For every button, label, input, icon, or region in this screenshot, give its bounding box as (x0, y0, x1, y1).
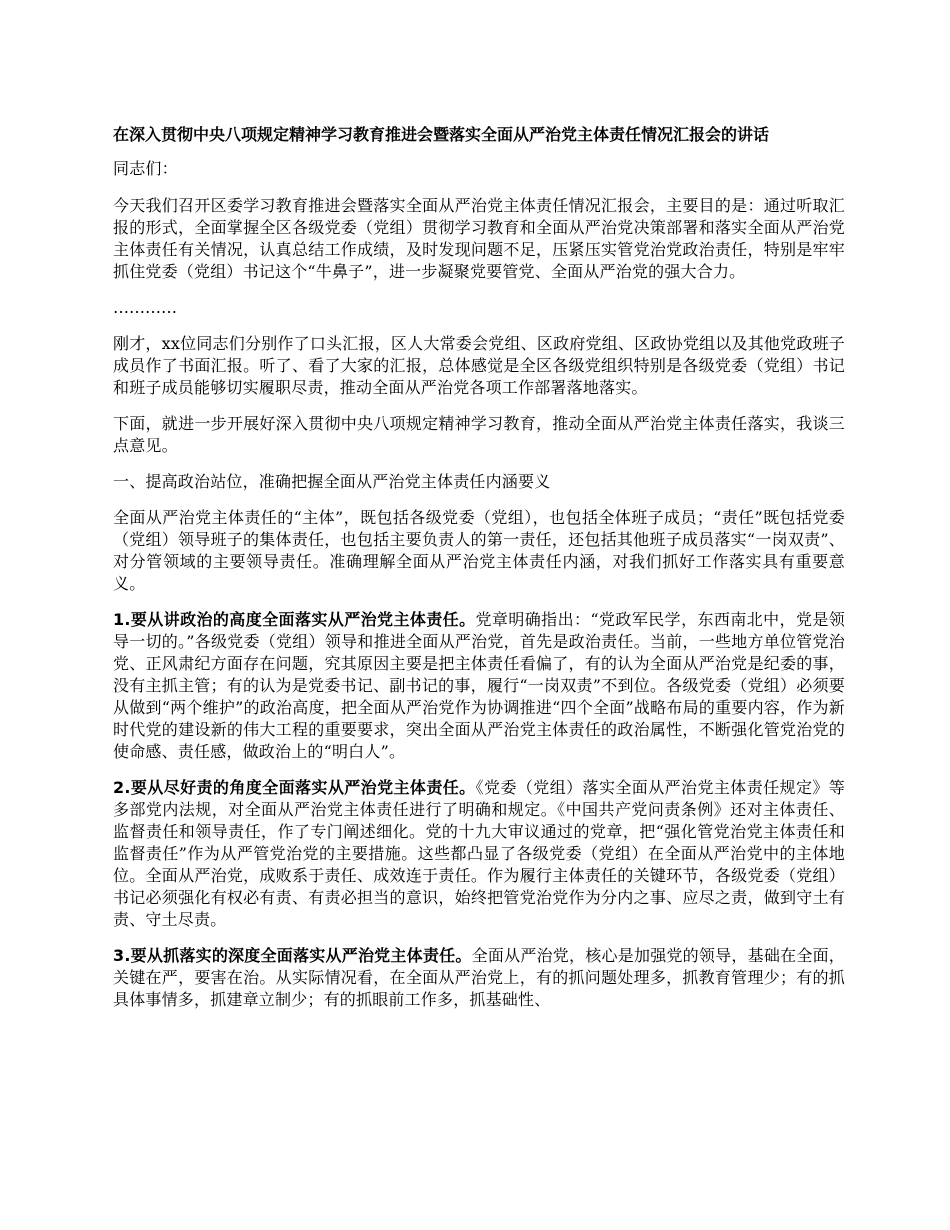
point-lead-1: 1.要从讲政治的高度全面落实从严治党主体责任。 (113, 610, 476, 629)
point-body-3: 全面从严治党，核心是加强党的领导，基础在全面，关键在严，要害在治。从实际情况看，在全面从严治党上，有的抓问题处理多，抓教育管理少；有的抓具体事情多，抓建章立制少；有的抓眼前工作多，抓基础性、 (113, 946, 845, 1009)
point-body-1: 党章明确指出：“党政军民学，东西南北中，党是领导一切的。”各级党委（党组）领导和推进全面从严治党，首先是政治责任。当前，一些地方单位管党治党、正风肃纪方面存在问题，究其原因主要是把主体责任看偏了，有的认为全面从严治党是纪委的事，没有主抓主管；有的认为是党委书记、副书记的事，履行“一岗双责”不到位。各级党委（党组）必须要从做到“两个维护”的政治高度，把全面从严治党作为协调推进“四个全面”战略布局的重要内容，作为新时代党的建设新的伟大工程的重要要求，突出全面从严治党主体责任的政治属性，不断强化管党治党的使命感、责任感，做政治上的“明白人”。 (113, 610, 845, 761)
point-lead-3: 3.要从抓落实的深度全面落实从严治党主体责任。 (113, 946, 472, 965)
point-paragraph-2 (113, 777, 845, 931)
paragraph-intro: 今天我们召开区委学习教育推进会暨落实全面从严治党主体责任情况汇报会，主要目的是：通过听取汇报的形式，全面掌握全区各级党委（党组）贯彻学习教育和全面从严治党决策部署和落实全面从严治党主体责任有关情况，认真总结工作成绩，及时发现问题不足，压紧压实管党治党政治责任，特别是牢牢抓住党委（党组）书记这个“牛鼻子”，进一步凝聚党要管党、全面从严治党的强大合力。 (113, 196, 845, 281)
point-paragraph-3 (113, 945, 845, 1011)
paragraph-transition: 下面，就进一步开展好深入贯彻中央八项规定精神学习教育，推动全面从严治党主体责任落实，我谈三点意见。 (113, 414, 845, 455)
salutation: 同志们： (113, 159, 178, 178)
section-heading: 一、提高政治站位，准确把握全面从严治党主体责任内涵要义 (113, 472, 551, 491)
point-body-2: 《党委（党组）落实全面从严治党主体责任规定》等多部党内法规，对全面从严治党主体责任进行了明确和规定。《中国共产党问责条例》还对主体责任、监督责任和领导责任，作了专门阐述细化。党的十九大审议通过的党章，把“强化管党治党主体责任和监督责任”作为从严管党治党的主要措施。这些都凸显了各级党委（党组）在全面从严治党中的主体地位。全面从严治党，成败系于责任、成效连于责任。作为履行主体责任的关键环节，各级党委（党组）书记必须强化有权必有责、有责必担当的意识，始终把管党治党作为分内之事、应尽之责，做到守土有责、守土尽责。 (113, 778, 845, 929)
point-lead-2: 2.要从尽好责的角度全面落实从严治党主体责任。 (113, 778, 476, 797)
document-page (113, 124, 845, 1025)
paragraph-connotation: 全面从严治党主体责任的“主体”，既包括各级党委（党组），也包括全体班子成员；“责任”既包括党委（党组）领导班子的集体责任，也包括主要负责人的第一责任，还包括其他班子成员落实“一岗双责”、对分管领域的主要领导责任。准确理解全面从严治党主体责任内涵，对我们抓好工作落实具有重要意义。 (113, 508, 845, 593)
document-title: 在深入贯彻中央八项规定精神学习教育推进会暨落实全面从严治党主体责任情况汇报会的讲话 (113, 125, 770, 144)
point-paragraph-1 (113, 609, 845, 763)
paragraph-reports: 刚才，xx位同志们分别作了口头汇报，区人大常委会党组、区政府党组、区政协党组以及其他党政班子成员作了书面汇报。听了、看了大家的汇报，总体感觉是全区各级党组织特别是各级党委（党组）书记和班子成员能够切实履职尽责，推动全面从严治党各项工作部署落地落实。 (113, 334, 845, 397)
ellipsis-separator: ………… (113, 298, 177, 317)
